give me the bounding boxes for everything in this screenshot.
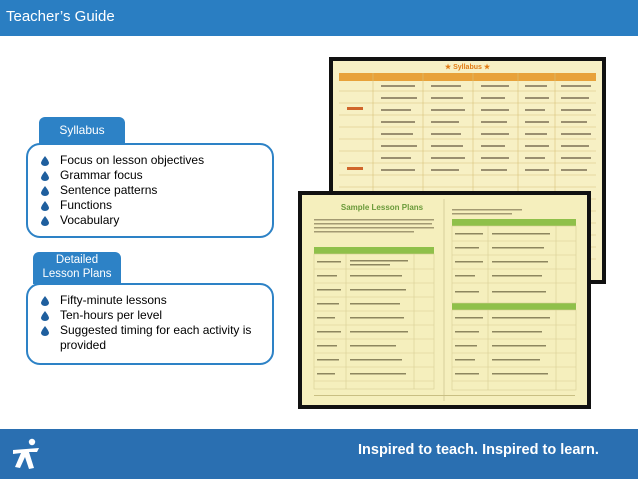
droplet-bullet-icon — [41, 326, 49, 336]
syllabus-panel — [26, 143, 274, 238]
list-item-label: Functions — [60, 198, 113, 212]
list-item-label: Ten-hours per level — [60, 308, 163, 322]
lesson-plan-document-image — [298, 191, 591, 409]
footer-bar — [0, 429, 638, 479]
lesson-plan-page-title: Sample Lesson Plans — [340, 203, 424, 212]
list-item — [40, 183, 204, 198]
list-item — [40, 338, 251, 353]
lesson-plans-list — [40, 293, 251, 353]
lesson-plans-tab-line1: Detailed — [55, 254, 99, 266]
droplet-bullet-icon — [41, 216, 49, 226]
list-item — [40, 213, 204, 228]
droplet-bullet-icon — [41, 201, 49, 211]
footer-tagline: Inspired to teach. Inspired to learn. — [358, 442, 599, 458]
list-item-label: Grammar focus — [60, 168, 143, 182]
list-item-label: Focus on lesson objectives — [60, 153, 205, 167]
header-bar — [0, 0, 638, 36]
list-item-label: Fifty-minute lessons — [60, 293, 167, 307]
list-item-label: provided — [60, 338, 107, 352]
list-item-label: Suggested timing for each activity is — [60, 323, 252, 337]
lesson-plans-tab-line2: Lesson Plans — [42, 268, 112, 280]
lesson-plan-page — [302, 195, 587, 405]
list-item — [40, 168, 204, 183]
list-item — [40, 323, 251, 338]
droplet-bullet-icon — [41, 296, 49, 306]
droplet-bullet-icon — [41, 156, 49, 166]
droplet-bullet-icon — [41, 171, 49, 181]
list-item — [40, 153, 204, 168]
brand-logo-icon — [10, 437, 42, 471]
syllabus-tab: Syllabus — [39, 117, 125, 144]
lesson-plans-panel — [26, 283, 274, 365]
page-title: Teacher’s Guide — [6, 8, 115, 25]
list-item-label: Vocabulary — [60, 213, 120, 227]
list-item-label: Sentence patterns — [60, 183, 158, 197]
list-item — [40, 293, 251, 308]
droplet-bullet-icon — [41, 311, 49, 321]
syllabus-list — [40, 153, 204, 228]
lesson-plans-tab — [33, 252, 121, 284]
list-item — [40, 308, 251, 323]
syllabus-page-title: ★ Syllabus ★ — [444, 64, 491, 71]
list-item — [40, 198, 204, 213]
lesson-plan-table-graphic — [302, 195, 587, 405]
droplet-bullet-icon — [41, 186, 49, 196]
